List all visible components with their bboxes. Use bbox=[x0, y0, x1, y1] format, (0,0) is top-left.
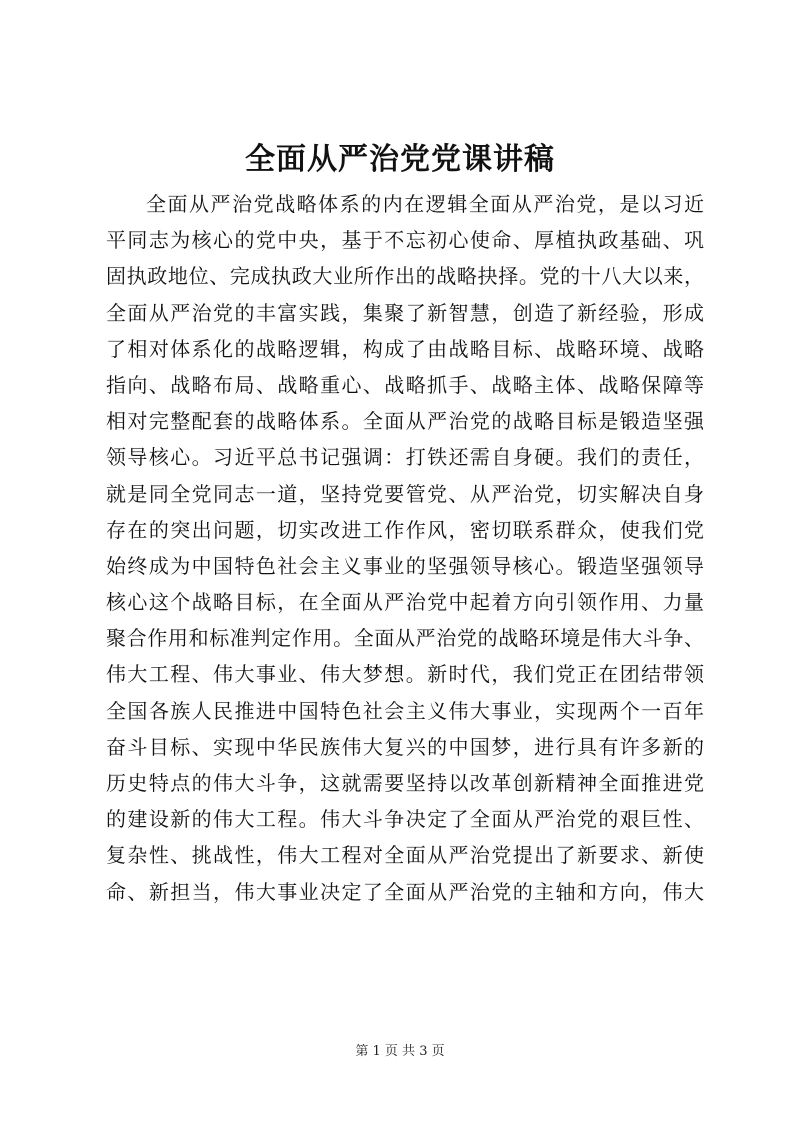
text-line: 命、新担当，伟大事业决定了全面从严治党的主轴和方向，伟大 bbox=[106, 879, 704, 904]
text-line: 核心这个战略目标，在全面从严治党中起着方向引领作用、力量 bbox=[106, 590, 704, 615]
text-line: 奋斗目标、实现中华民族伟大复兴的中国梦，进行具有许多新的 bbox=[106, 734, 704, 759]
text-line: 指向、战略布局、战略重心、战略抓手、战略主体、战略保障等 bbox=[106, 372, 704, 397]
body-paragraph bbox=[106, 186, 704, 910]
text-line: 平同志为核心的党中央，基于不忘初心使命、厚植执政基础、巩 bbox=[106, 228, 704, 253]
text-line: 相对完整配套的战略体系。全面从严治党的战略目标是锻造坚强 bbox=[106, 409, 704, 434]
text-line: 领导核心。习近平总书记强调：打铁还需自身硬。我们的责任， bbox=[106, 445, 704, 470]
text-line: 存在的突出问题，切实改进工作作风，密切联系群众，使我们党 bbox=[106, 517, 704, 542]
text-line: 的建设新的伟大工程。伟大斗争决定了全面从严治党的艰巨性、 bbox=[106, 807, 704, 832]
page-title: 全面从严治党党课讲稿 bbox=[245, 142, 555, 177]
text-line: 全面从严治党的丰富实践，集聚了新智慧，创造了新经验，形成 bbox=[106, 300, 704, 325]
text-line: 了相对体系化的战略逻辑，构成了由战略目标、战略环境、战略 bbox=[106, 336, 704, 361]
text-line: 聚合作用和标准判定作用。全面从严治党的战略环境是伟大斗争、 bbox=[106, 626, 704, 651]
text-line: 固执政地位、完成执政大业所作出的战略抉择。党的十八大以来， bbox=[106, 264, 704, 289]
text-line: 伟大工程、伟大事业、伟大梦想。新时代，我们党正在团结带领 bbox=[106, 662, 704, 687]
text-line: 就是同全党同志一道，坚持党要管党、从严治党，切实解决自身 bbox=[106, 481, 704, 506]
text-line: 全面从严治党战略体系的内在逻辑全面从严治党，是以习近 bbox=[146, 192, 704, 216]
text-line: 历史特点的伟大斗争，这就需要坚持以改革创新精神全面推进党 bbox=[106, 771, 704, 795]
text-line: 全国各族人民推进中国特色社会主义伟大事业，实现两个一百年 bbox=[106, 698, 704, 723]
page-number: 第 1 页 共 3 页 bbox=[355, 1044, 445, 1059]
text-line: 始终成为中国特色社会主义事业的坚强领导核心。锻造坚强领导 bbox=[106, 553, 704, 578]
text-line: 复杂性、挑战性，伟大工程对全面从严治党提出了新要求、新使 bbox=[106, 843, 704, 868]
